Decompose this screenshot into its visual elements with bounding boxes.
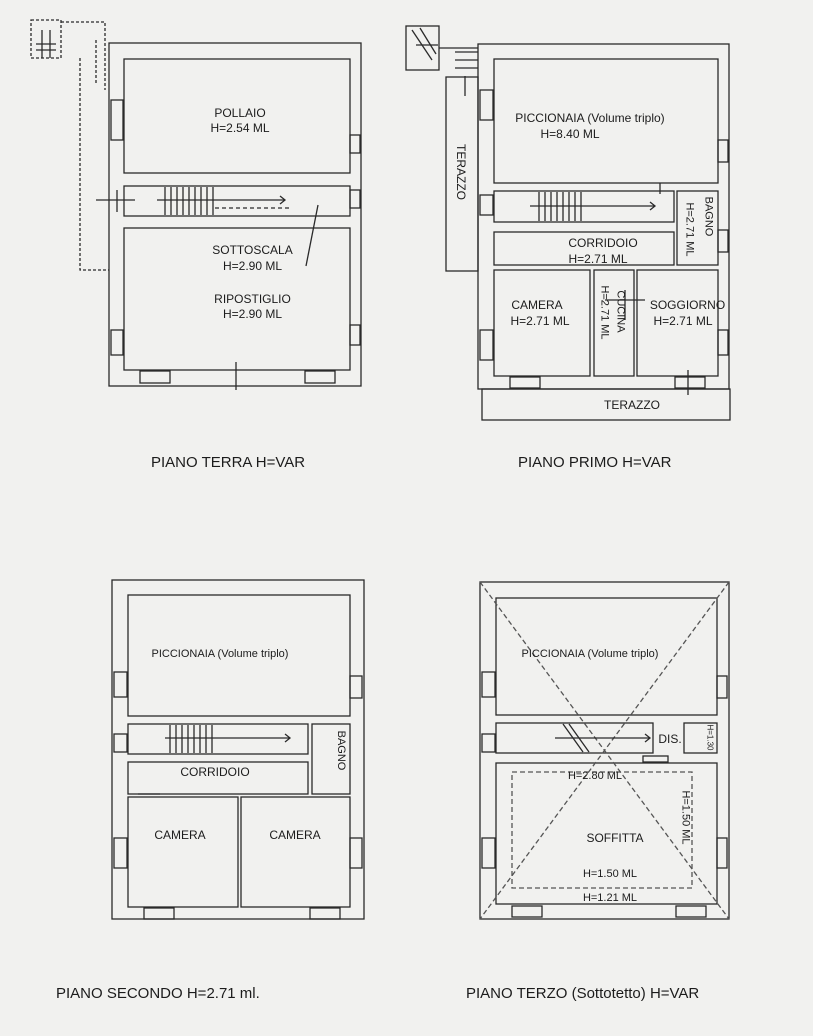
- room-cucina-height: H=2.71 ML: [598, 285, 611, 340]
- room-dis-label: DIS.: [658, 732, 682, 746]
- room-bagno-label-2: BAGNO: [335, 730, 347, 771]
- soffitta-height-top: H=2.80 ML: [567, 770, 623, 782]
- room-dis-height: H=1.30: [705, 724, 715, 751]
- room-terazzo-side-label: TERAZZO: [454, 144, 468, 200]
- caption-piano-terra: PIANO TERRA H=VAR: [151, 454, 306, 471]
- room-sottoscala-label: SOTTOSCALA: [212, 243, 293, 257]
- room-pollaio-label: POLLAIO: [214, 106, 266, 120]
- room-camera-right-label: CAMERA: [269, 828, 321, 842]
- room-ripostiglio-label: RIPOSTIGLIO: [214, 292, 291, 306]
- piano-secondo-plan: [112, 580, 364, 919]
- caption-piano-terzo: PIANO TERZO (Sottotetto) H=VAR: [466, 985, 700, 1002]
- room-soggiorno-label: SOGGIORNO: [649, 298, 726, 312]
- room-corridoio-label-2: CORRIDOIO: [180, 765, 250, 779]
- room-camera-height: H=2.71 ML: [510, 314, 570, 328]
- room-piccionaia-label-3: PICCIONAIA (Volume triplo): [521, 648, 659, 660]
- room-camera-label: CAMERA: [511, 298, 563, 312]
- room-corridoio-label: CORRIDOIO: [568, 236, 638, 250]
- soffitta-height-side: H=1.50 ML: [679, 790, 692, 845]
- room-camera-left-label: CAMERA: [154, 828, 206, 842]
- room-ripostiglio-height: H=2.90 ML: [222, 307, 283, 321]
- caption-piano-secondo: PIANO SECONDO H=2.71 ml.: [56, 985, 260, 1002]
- room-soggiorno-height: H=2.71 ML: [653, 314, 713, 328]
- room-pollaio-height: H=2.54 ML: [210, 121, 270, 135]
- room-piccionaia-height: H=8.40 ML: [540, 127, 600, 141]
- caption-piano-primo: PIANO PRIMO H=VAR: [518, 454, 672, 471]
- room-corridoio-height: H=2.71 ML: [568, 252, 628, 266]
- room-terazzo-bottom-label: TERAZZO: [604, 398, 660, 412]
- room-piccionaia-label: PICCIONAIA (Volume triplo): [515, 111, 665, 125]
- piano-terra-plan: [31, 20, 361, 390]
- room-cucina-label: CUCINA: [614, 290, 627, 333]
- soffitta-height-bottom: H=1.21 ML: [582, 892, 638, 904]
- room-piccionaia-label-2: PICCIONAIA (Volume triplo): [151, 648, 289, 660]
- piano-primo-plan: [406, 26, 730, 420]
- room-soffitta-label: SOFFITTA: [586, 831, 644, 845]
- room-sottoscala-height: H=2.90 ML: [222, 259, 283, 273]
- room-bagno-label: BAGNO: [702, 196, 715, 237]
- room-bagno-height: H=2.71 ML: [683, 202, 696, 257]
- soffitta-height-bottom-inner: H=1.50 ML: [582, 868, 638, 880]
